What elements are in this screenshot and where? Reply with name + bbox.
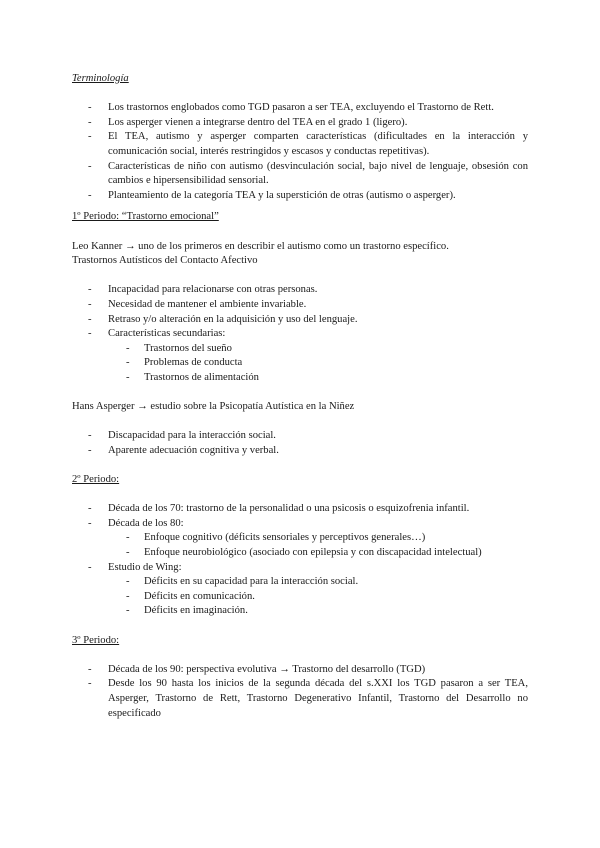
list-item: - El TEA, autismo y asperger comparten características (dificultades en la interacción y comunicación social, interés restringidos y escasos y conductas repetitivas). — [72, 130, 528, 159]
kanner-subtitle: Trastornos Autísticos del Contacto Afectivo — [72, 255, 258, 267]
list-item: - Década de los 70: trastorno de la personalidad o una psicosis o esquizofrenia infantil. — [72, 502, 528, 517]
spacer — [72, 619, 528, 634]
terminologia-list — [72, 101, 528, 203]
list-item: - Discapacidad para la interacción social. — [72, 429, 528, 444]
list-item: - Enfoque cognitivo (déficits sensoriales y perceptivos generales…) — [72, 531, 528, 546]
list-item: - Desde los 90 hasta los inicios de la segunda década del s.XXI los TGD pasaron a ser TEA, Asperger, Trastorno de Rett, Trastorno Degenerativo Infantil, Trastorno del Desarrollo no especificado — [72, 677, 528, 721]
list-item: - Incapacidad para relacionarse con otras personas. — [72, 283, 528, 298]
list-item: - Trastornos de alimentación — [72, 371, 528, 386]
list-item: - Déficits en imaginación. — [72, 604, 528, 619]
section-heading-periodo-3: 3º Periodo: — [72, 634, 120, 646]
periodo-2-list — [72, 502, 528, 531]
list-item: - Necesidad de mantener el ambiente invariable. — [72, 298, 528, 313]
spacer — [72, 385, 528, 400]
list-item: - Estudio de Wing: — [72, 561, 528, 576]
list-item: - Los asperger vienen a integrarse dentro del TEA en el grado 1 (ligero). — [72, 116, 528, 131]
secondary-characteristics-list — [72, 342, 528, 386]
list-item: - Enfoque neurobiológico (asociado con epilepsia y con discapacidad intelectual) — [72, 546, 528, 561]
list-item: - Los trastornos englobados como TGD pasaron a ser TEA, excluyendo el Trastorno de Rett. — [72, 101, 528, 116]
list-item: - Trastornos del sueño — [72, 342, 528, 357]
asperger-line: Hans Asperger → estudio sobre la Psicopatía Autística en la Niñez — [72, 401, 355, 413]
section-heading-terminologia: Terminología — [72, 73, 129, 84]
kanner-list — [72, 283, 528, 341]
document-page — [72, 72, 528, 721]
spacer — [72, 488, 528, 503]
list-item: - Aparente adecuación cognitiva y verbal. — [72, 444, 528, 459]
list-item: - Década de los 90: perspectiva evolutiva → Trastorno del desarrollo (TGD) — [72, 663, 528, 678]
wing-deficits-list — [72, 575, 528, 619]
list-item: - Déficits en comunicación. — [72, 590, 528, 605]
list-item: - Retraso y/o alteración en la adquisición y uso del lenguaje. — [72, 313, 528, 328]
list-item: - Problemas de conducta — [72, 356, 528, 371]
wing-list — [72, 561, 528, 576]
kanner-line: Leo Kanner → uno de los primeros en describir el autismo como un trastorno específico. — [72, 240, 449, 252]
spacer — [72, 458, 528, 473]
decada-80-list — [72, 531, 528, 560]
spacer — [72, 87, 528, 102]
list-item: - Características secundarias: — [72, 327, 528, 342]
list-item: - Déficits en su capacidad para la interacción social. — [72, 575, 528, 590]
section-heading-periodo-1: 1º Periodo: “Trastorno emocional” — [72, 211, 219, 223]
list-item: - Planteamiento de la categoría TEA y la superstición de otras (autismo o asperger). — [72, 189, 528, 204]
periodo-3-list — [72, 663, 528, 721]
asperger-list — [72, 429, 528, 458]
spacer — [72, 225, 528, 240]
spacer — [72, 415, 528, 430]
list-item: - Década de los 80: — [72, 517, 528, 532]
spacer — [72, 269, 528, 284]
section-heading-periodo-2: 2º Periodo: — [72, 474, 120, 486]
spacer — [72, 648, 528, 663]
spacer — [72, 203, 528, 210]
list-item: - Características de niño con autismo (desvinculación social, bajo nivel de lenguaje, obsesión con cambios e hipersensibilidad sensorial. — [72, 160, 528, 189]
